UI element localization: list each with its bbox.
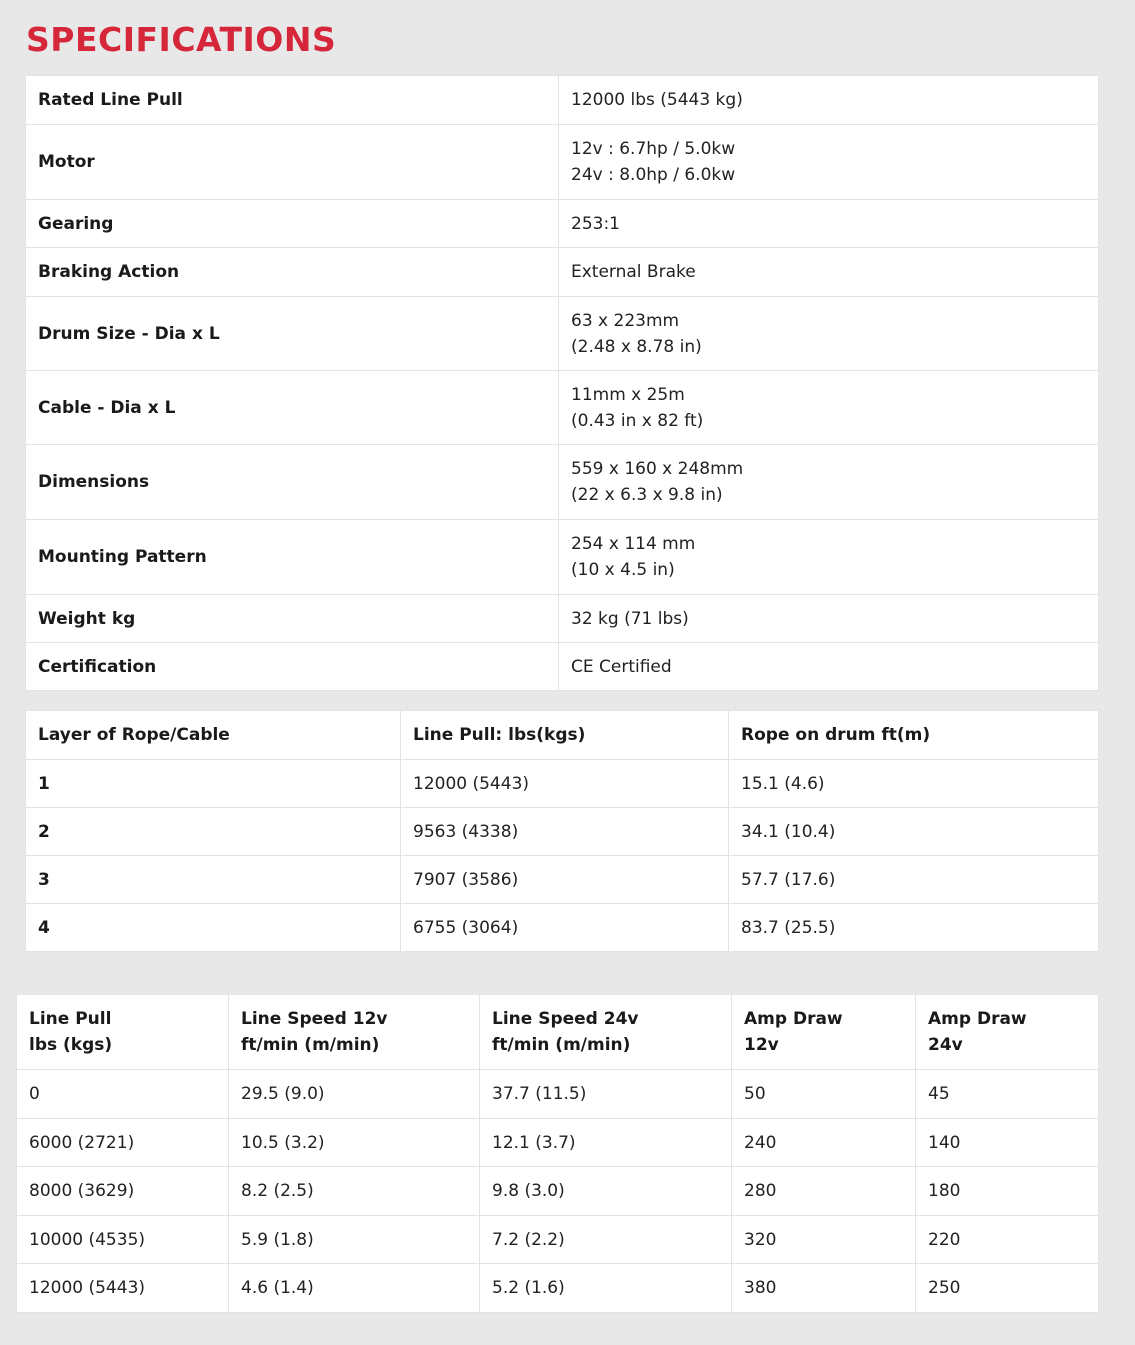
- table-cell: 240: [732, 1119, 916, 1167]
- spec-label: Cable - Dia x L: [26, 371, 559, 445]
- table-cell: 9.8 (3.0): [480, 1167, 732, 1216]
- spec-label: Rated Line Pull: [26, 76, 559, 125]
- table-row: [17, 1216, 1099, 1264]
- table-row: [17, 1264, 1099, 1313]
- table-cell: 15.1 (4.6): [729, 760, 1099, 808]
- spec-value: 253:1: [559, 200, 1099, 248]
- table-row: [26, 297, 1099, 371]
- table-cell: 5.2 (1.6): [480, 1264, 732, 1313]
- column-header: Amp Draw 24v: [916, 995, 1099, 1070]
- table-cell: 2: [26, 808, 401, 856]
- table-cell: 37.7 (11.5): [480, 1070, 732, 1119]
- spec-value: 12000 lbs (5443 kg): [559, 76, 1099, 125]
- specifications-table: [25, 75, 1099, 691]
- spec-label: Gearing: [26, 200, 559, 248]
- table-cell: 0: [17, 1070, 229, 1119]
- spec-value: CE Certified: [559, 643, 1099, 691]
- table-header-row: [26, 711, 1099, 760]
- table-cell: 320: [732, 1216, 916, 1264]
- table-cell: 4.6 (1.4): [229, 1264, 480, 1313]
- column-header: Amp Draw 12v: [732, 995, 916, 1070]
- performance-table: [16, 994, 1099, 1313]
- table-cell: 10.5 (3.2): [229, 1119, 480, 1167]
- table-cell: 250: [916, 1264, 1099, 1313]
- column-header: Layer of Rope/Cable: [26, 711, 401, 760]
- table-cell: 220: [916, 1216, 1099, 1264]
- spec-label: Braking Action: [26, 248, 559, 297]
- table-cell: 4: [26, 904, 401, 952]
- table-cell: 45: [916, 1070, 1099, 1119]
- table-row: [26, 248, 1099, 297]
- table-row: [26, 76, 1099, 125]
- table-row: [26, 643, 1099, 691]
- table-cell: 29.5 (9.0): [229, 1070, 480, 1119]
- table-row: [26, 200, 1099, 248]
- column-header: Line Pull: lbs(kgs): [401, 711, 729, 760]
- spec-label: Dimensions: [26, 445, 559, 520]
- column-header: Line Pull lbs (kgs): [17, 995, 229, 1070]
- table-cell: 12000 (5443): [401, 760, 729, 808]
- column-header: Line Speed 12v ft/min (m/min): [229, 995, 480, 1070]
- spec-label: Motor: [26, 125, 559, 200]
- rope-layer-table: [25, 710, 1099, 952]
- table-row: [26, 595, 1099, 643]
- table-row: [26, 125, 1099, 200]
- spec-value: 254 x 114 mm (10 x 4.5 in): [559, 520, 1099, 595]
- table-cell: 10000 (4535): [17, 1216, 229, 1264]
- table-row: [26, 371, 1099, 445]
- table-cell: 57.7 (17.6): [729, 856, 1099, 904]
- table-row: [26, 445, 1099, 520]
- table-row: [26, 520, 1099, 595]
- spec-value: 63 x 223mm (2.48 x 8.78 in): [559, 297, 1099, 371]
- table-cell: 140: [916, 1119, 1099, 1167]
- table-cell: 7.2 (2.2): [480, 1216, 732, 1264]
- table-header-row: [17, 995, 1099, 1070]
- spec-value: 11mm x 25m (0.43 in x 82 ft): [559, 371, 1099, 445]
- table-cell: 8000 (3629): [17, 1167, 229, 1216]
- spec-label: Certification: [26, 643, 559, 691]
- table-cell: 3: [26, 856, 401, 904]
- table-cell: 9563 (4338): [401, 808, 729, 856]
- table-cell: 1: [26, 760, 401, 808]
- table-row: [26, 856, 1099, 904]
- table-cell: 6000 (2721): [17, 1119, 229, 1167]
- table-cell: 8.2 (2.5): [229, 1167, 480, 1216]
- spec-value: 559 x 160 x 248mm (22 x 6.3 x 9.8 in): [559, 445, 1099, 520]
- table-cell: 50: [732, 1070, 916, 1119]
- table-row: [26, 904, 1099, 952]
- table-cell: 83.7 (25.5): [729, 904, 1099, 952]
- table-row: [26, 760, 1099, 808]
- column-header: Rope on drum ft(m): [729, 711, 1099, 760]
- table-row: [26, 808, 1099, 856]
- column-header: Line Speed 24v ft/min (m/min): [480, 995, 732, 1070]
- table-cell: 34.1 (10.4): [729, 808, 1099, 856]
- table-cell: 12.1 (3.7): [480, 1119, 732, 1167]
- spec-label: Drum Size - Dia x L: [26, 297, 559, 371]
- spec-value: 32 kg (71 lbs): [559, 595, 1099, 643]
- table-row: [17, 1119, 1099, 1167]
- spec-label: Mounting Pattern: [26, 520, 559, 595]
- spec-value: 12v : 6.7hp / 5.0kw 24v : 8.0hp / 6.0kw: [559, 125, 1099, 200]
- spec-value: External Brake: [559, 248, 1099, 297]
- table-cell: 5.9 (1.8): [229, 1216, 480, 1264]
- table-cell: 380: [732, 1264, 916, 1313]
- page-title: SPECIFICATIONS: [26, 20, 337, 59]
- table-cell: 6755 (3064): [401, 904, 729, 952]
- spec-label: Weight kg: [26, 595, 559, 643]
- table-row: [17, 1070, 1099, 1119]
- table-row: [17, 1167, 1099, 1216]
- table-cell: 180: [916, 1167, 1099, 1216]
- table-cell: 7907 (3586): [401, 856, 729, 904]
- table-cell: 12000 (5443): [17, 1264, 229, 1313]
- table-cell: 280: [732, 1167, 916, 1216]
